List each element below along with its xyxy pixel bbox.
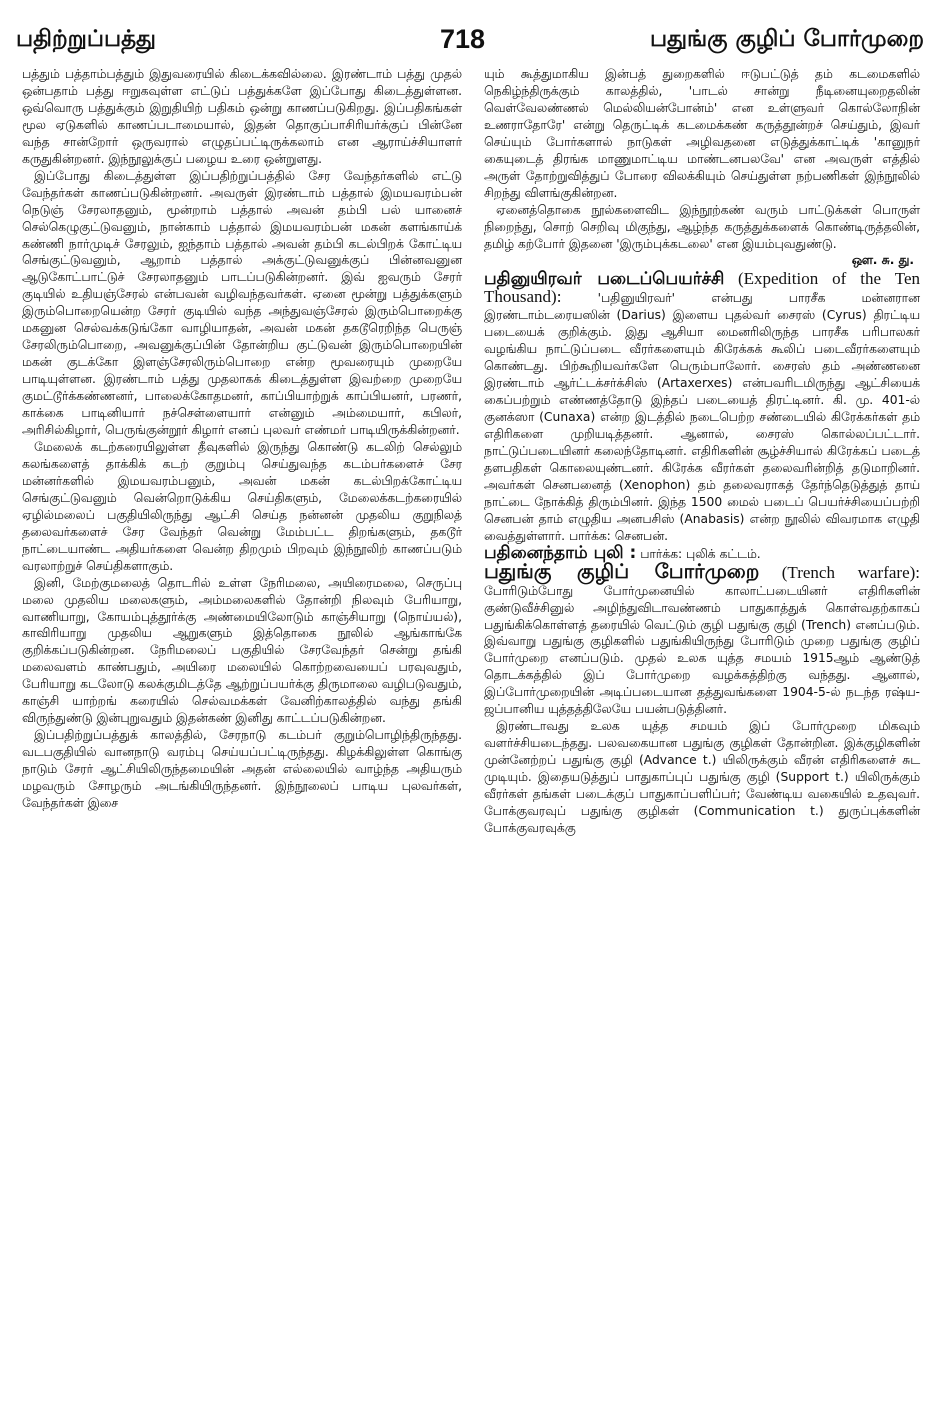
paragraph: யும் கூத்துமாகிய இன்பத் துறைகளில் ஈடுபட்டுத் தம் கடமைகளில் நெகிழ்ந்திருக்கும் காலத்தில், 'பாடல் சான்று நீடினையுறைதலின் வெள்வேலண்ணல் மெல்லியன்போன்ம்' என உள்ளுவர் கொல்லோநின் உணராதோரே' என்று தெருட்டிக் கடமைக்கண் கருத்தூன்றச் செய்தும், இவர் செய்யும் போர்களால் நாடுகள் அழிவதனை எடுத்துக்காட்டிக் 'கானுநர் கையுடைத் திரங்க மாணுமாட்டிய மாண்டனபலவே' என அவருள் எத்தில் அருள் தோற்றுவித்துப் போரை விலக்கியும் செய்துள்ள நற்பணிகள் இந்நூலில் சிறந்து விளங்குகின்றன. (484, 67, 920, 200)
paragraph: இனி, மேற்குமலைத் தொடரில் உள்ள நேரிமலை, அயிரைமலை, செருப்பு மலை முதலிய மலைகளும், அம்மலைகளில் தோன்றி நிலவும் பேரியாறு, வாணியாறு, கோயம்புத்தூர்க்கு அண்மையிலோடும் காஞ்சியாறு (நொய்யல்), காவிரியாறு முதலிய ஆறுகளும் இத்தொகை நூலில் ஆங்காங்கே குறிக்கப்படுகின்றன. நேரிமலைப் பகுதியில் சேரவேந்தர் சென்று தங்கி மலைவளம் காண்பதும், அயிரை மலையில் கொற்றவையைப் பரவுவதும், பேரியாறு கடலோடு கலக்குமிடத்தே ஆற்றுப்பயர்க்கு திருமாலை வழிபடுவதும், காஞ்சி யாற்றங் கரையில் செல்வமக்கள் வேனிற்காலத்தில் வந்து தங்கி விருந்துண்டு இன்புறுவதும் இதன்கண் இனிது காட்டப்படுகின்றன. (22, 575, 462, 726)
page-header (0, 22, 940, 62)
encyclopedia-entry (484, 558, 920, 719)
running-head-left: பதிற்றுப்பத்து (16, 26, 156, 52)
paragraph: ஏனைத்தொகை நூல்களைவிட இந்நூற்கண் வரும் பாட்டுக்கள் பொருள் நிறைந்து, சொற் செறிவு மிகுந்து, ஆழ்ந்த கருத்துக்களைக் கொண்டிருத்தலின், தமிழ் கற்போர் இதனை 'இரும்புக்கடலை' என இயம்புவதுண்டு. (484, 202, 920, 251)
see-also-link[interactable]: பார்க்க: செனபன். (568, 528, 669, 543)
running-head-right: பதுங்கு குழிப் போர்முறை (649, 26, 924, 52)
paragraph: பத்தும் பத்தாம்பத்தும் இதுவரையில் கிடைக்கவில்லை. இரண்டாம் பத்து முதல் ஒன்பதாம் பத்து ஈறுகவுள்ள எட்டுப் பத்துக்களே இப்போது கிடைத்துள்ளன. ஒவ்வொரு பத்துக்கும் இறுதியிற் பதிகம் ஒன்று காணப்படுகிறது. இப்பதிகங்கள் மூல ஏடுகளில் காணப்படாமையால், இதன் தொகுப்பாசிரியர்க்குப் பின்னே வந்த சான்றோர் ஒருவரால் எழுதப்பட்டிருக்கலாம் என ஆராய்ச்சியாளர் கருதுகின்றனர். இந்நூலுக்குப் பழைய உரை ஒன்றுளது. (22, 67, 462, 166)
entry-body: 'பதினுயிரவர்' என்பது பாரசீக மன்னரான இரண்டாம்டரையஸின் (Darius) இளைய புதல்வர் சைரஸ் (Cyrus) திரட்டிய படையைக் குறிக்கும். இது ஆசியா மைனரிலிருந்த பாரசீக பரிபாலகர் வழங்கிய நாட்டுப்படை வீரர்களையும் கிரேக்கக் கூலிப் படைவீரர்களையும் கொண்டது. பிற்கூறியவர்களே பெரும்பாலோர். சைரஸ் தம் அண்ணனை இரண்டாம் ஆர்ட்டக்சர்க்சிஸ் (Artaxerxes) என்பவரிடமிருந்து ஆட்சியைக் கைப்பற்றும் எண்ணத்தோடு இந்தப் படையைத் திரட்டினர். கி. மு. 401-ல் குனக்ஸா (Cunaxa) என்ற இடத்தில் நடைபெற்ற சண்டையில் கிரேக்கர்கள் தம் எதிரிகளை முறியடித்தனர். ஆனால், சைரஸ் கொல்லப்பட்டார். நாட்டுப்படையினர் கலைந்தோடினர். எதிரிகளின் சூழ்ச்சியால் கிரேக்கப் படைத் தளபதிகள் கொலையுண்டனர். கிரேக்க வீரர்கள் தலைவரின்றித் தடுமாறினர். அவர்கள் செனபனைத் (Xenophon) தம் தலைவராகத் தேர்ந்தெடுத்துத் தாய் நாட்டை நோக்கித் திரும்பினர். இந்த 1500 மைல் படைப் பெயர்ச்சியைப்பற்றி செனபன் தாம் எழுதிய அனபசிஸ் (Anabasis) என்ற நூலில் விவரமாக எழுதி வைத்துள்ளார். (484, 291, 920, 543)
paragraph: இப்பதிற்றுப்பத்துக் காலத்தில், சேரநாடு கடம்பர் குறும்பொழிந்திருந்தது. வடபகுதியில் வானநாடு வரம்பு செய்யப்பட்டிருந்தது. கிழக்கிலுள்ள கொங்கு நாடும் சேரர் ஆட்சியிலிருந்தமையின் அதன் எல்லையில் வாழ்ந்த அதியரும் மழவரும் சோழரும் அடங்கியிருந்தனர். இந்நூலைப் பாடிய புலவர்கள், வேந்தர்கள் இசை (22, 728, 462, 810)
page-number: 718 (440, 24, 486, 54)
paragraph: இரண்டாவது உலக யுத்த சமயம் இப் போர்முறை மிகவும் வளர்ச்சியடைந்தது. பலவகையான பதுங்கு குழிகள் தோன்றின. இக்குழிகளின் முன்னேற்றப் பதுங்கு குழி (Advance t.) யிலிருக்கும் வீரன் எதிரிகளைச் சுட முடியும். இதையடுத்துப் பாதுகாப்புப் பதுங்கு குழி (Support t.) யிலிருக்கும் வீரர்கள் தங்கள் படைக்குப் பாதுகாப்பளிப்பர்; வேண்டிய வகையில் உதவுவர். போக்குவரவுப் பதுங்கு குழிகள் (Communication t.) துருப்புக்களின் போக்குவரவுக்கு (484, 719, 920, 835)
entry-headword: பதுங்கு குழிப் போர்முறை (484, 558, 760, 583)
entry-gloss: (Expedition of the Ten Thousand): (484, 269, 920, 307)
paragraph: மேலைக் கடற்கரையிலுள்ள தீவுகளில் இருந்து கொண்டு கடலிற் செல்லும் கலங்களைத் தாக்கிக் கடற் குறும்பு செய்துவந்த கடம்பர்களைச் சேர மன்னர்களில் இமயவரம்பனும், அவன் மகன் கடல்பிறக்கோட்டிய செங்குட்டுவனும் வென்றொடுக்கிய செய்திகளும், மேலைக்கடற்கரையில் ஏழில்மலைப் பகுதியிலிருந்து ஆட்சி செய்த நன்னன் முதலிய குறுநிலத் தலைவர்களைச் சேர வேந்தர் வென்று மேம்பட்ட திறங்களும், தகடூர் நாட்டையாண்ட அதியர்களை வென்ற திறமும் பிறவும் இந்நூலிற் காணப்படும் வரலாற்றுச் செய்திகளாகும். (22, 439, 462, 573)
left-column (22, 66, 462, 812)
author-initials: ஔ. சு. து. (851, 253, 914, 268)
see-also-link[interactable]: பார்க்க: புலிக் கட்டம். (640, 546, 761, 561)
entry-headword: பதினைந்தாம் புலி : (484, 542, 637, 563)
entry-body: போரிடும்போது போர்முனையில் காலாட்படையினர் எதிரிகளின் குண்டுவீச்சினுல் அழிந்துவிடாவண்ணம் பாதுகாத்துக் கொள்வதற்காகப் பதுங்கிக்கொள்ளத் தரையில் வெட்டும் குழி பதுங்கு குழி (Trench) எனப்படும். இவ்வாறு பதுங்கு குழிகளில் பதுங்கியிருந்து போரிடும் முறை பதுங்கு குழிப் போர்முறை எனப்படும். முதல் உலக யுத்த சமயம் 1915ஆம் ஆண்டுத் தொடக்கத்தில் இப் போர்முறை வழக்கத்திற்கு வந்தது. ஆனால், இப்போர்முறையின் அடிப்படையான தத்துவங்களை 1904-5-ல் நடந்த ரஷ்ய-ஜப்பானிய யுத்தத்திலேயே பயன்படுத்தினர். (484, 583, 920, 717)
entry-headword: பதினுயிரவர் படைப்பெயர்ச்சி (484, 269, 725, 290)
paragraph: இப்போது கிடைத்துள்ள இப்பதிற்றுப்பத்தில் சேர வேந்தர்களில் எட்டு வேந்தர்கள் காணப்படுகின்றனர். அவருள் இரண்டாம் பத்தால் இமயவரம்பன் நெடுஞ் சேரலாதனும், மூன்றாம் பத்தால் அவன் தம்பி பல் யானைச் செல்கெழுகுட்டுவனும், நான்காம் பத்தால் இமயவரம்பன் மகன் களங்காய்க் கண்ணி நார்முடிச் சேரலும், ஐந்தாம் பத்தால் அவன் தம்பி கடல்பிறக் கோட்டிய செங்குட்டுவனும், ஆறாம் பத்தால் அக்குட்டுவனுக்குப் பின்னவனுன ஆடுகோட்பாட்டுச் சேரலாதனும் பாடப்படுகின்றனர். இவ் ஐவரும் சேரர் குடியில் உதியஞ்சேரல் என்பவன் வழிவந்தவர்கள். ஏனை மூன்று பத்துக்களும் இரும்பொறையென்ற சேரர் குடியில் வந்த அந்துவஞ்சேரல் இரும்பொறைக்கு மகனுன செல்வக்கடுங்கோ வாழியாதன், அவன் மகன் தகடூரெறிந்த பெருஞ் சேரலிரும்பொறை, அவனுக்குப்பின் தோன்றிய குட்டுவன் இரும்பொறையின் மகன் குடக்கோ இளஞ்சேரலிரும்பொறை என்ற மூவரையும் முறையே பாடியுள்ளன. இரண்டாம் பத்து முதலாகக் கிடைத்துள்ள இவற்றை முறையே குமட்டூர்க்கண்ணனர், பாலைக்கோதமனர், காப்பியாற்றுக் காப்பியனர், பரணர், காக்கை பாடினியார் நச்செள்ளையார் என்னும் அம்மையார், கபிலர், அரிசில்கிழார், பெருங்குன்றூர் கிழார் எனப் புலவர் எண்மர் பாடியிருக்கின்றனர். (22, 168, 462, 438)
entry-gloss: (Trench warfare): (781, 562, 920, 582)
right-column (484, 66, 920, 837)
encyclopedia-entry (484, 271, 920, 544)
